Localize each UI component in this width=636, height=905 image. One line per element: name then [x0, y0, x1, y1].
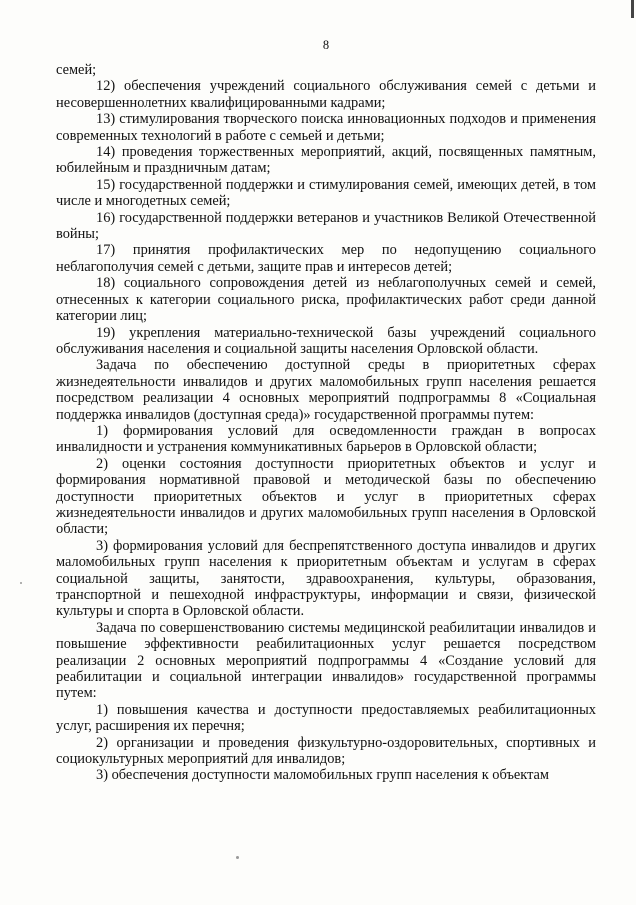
paragraph: 1) повышения качества и доступности предоставляемых реабилитационных услуг, расширения их перечня; — [56, 701, 596, 735]
paragraph: 2) организации и проведения физкультурно-оздоровительных, спортивных и социокультурных мероприятий для инвалидов; — [56, 734, 596, 768]
paragraph: 19) укрепления материально-технической базы учреждений социального обслуживания населения и социальной защиты населения Орловской области. — [56, 324, 596, 357]
body-text — [56, 62, 596, 784]
paragraph: Задача по обеспечению доступной среды в приоритетных сферах жизнедеятельности инвалидов и других маломобильных групп населения решается посредством реализации 4 основных мероприятий подпрограммы 8 «Социальная поддержка инвалидов (доступная среда)» государственной программы путем: — [56, 357, 596, 423]
scan-speck — [20, 582, 22, 584]
paragraph: 14) проведения торжественных мероприятий, акций, посвященных памятным, юбилейным и праздничным датам; — [56, 144, 596, 177]
scan-edge-mark — [631, 0, 634, 18]
paragraph: 18) социального сопровождения детей из неблагополучных семей и семей, отнесенных к категории социального риска, профилактических работ среди данной категории лиц; — [56, 275, 596, 325]
paragraph: семей; — [56, 62, 97, 78]
paragraph: 1) формирования условий для осведомленности граждан в вопросах инвалидности и устранения коммуникативных барьеров в Орловской области; — [56, 422, 596, 456]
paragraph: 2) оценки состояния доступности приоритетных объектов и услуг и формирования нормативной правовой и методической базы по обеспечению доступности приоритетных объектов и услуг в приоритетных сферах жизнедеятельности инвалидов и других маломобильных групп населения в Орловской области; — [56, 455, 596, 538]
paragraph: Задача по совершенствованию системы медицинской реабилитации инвалидов и повышение эффективности реабилитационных услуг решается посредством реализации 2 основных мероприятий подпрограммы 4 «Создание условий для реабилитации и социальной интеграции инвалидов» государственной программы путем: — [56, 619, 596, 702]
paragraph: 12) обеспечения учреждений социального обслуживания семей с детьми и несовершеннолетних квалифицированными кадрами; — [56, 78, 596, 111]
paragraph: 3) обеспечения доступности маломобильных групп населения к объектам — [96, 767, 550, 784]
page-number: 8 — [322, 38, 330, 52]
paragraph: 17) принятия профилактических мер по недопущению социального неблагополучия семей с детьми, защите прав и интересов детей; — [56, 242, 596, 275]
paragraph: 16) государственной поддержки ветеранов и участников Великой Отечественной войны; — [56, 209, 596, 243]
paragraph: 3) формирования условий для беспрепятственного доступа инвалидов и других маломобильных групп населения к приоритетным объектам и услугам в сферах социальной защиты, занятости, здравоохранения, культуры, образования, транспортной и пешеходной инфраструктуры, информации и связи, физической культуры и спорта в Орловской области. — [56, 537, 596, 620]
scan-speck — [236, 856, 239, 859]
paragraph: 13) стимулирования творческого поиска инновационных подходов и применения современных технологий в работе с семьей и детьми; — [56, 111, 596, 144]
paragraph: 15) государственной поддержки и стимулирования семей, имеющих детей, в том числе и многодетных семей; — [56, 176, 596, 210]
